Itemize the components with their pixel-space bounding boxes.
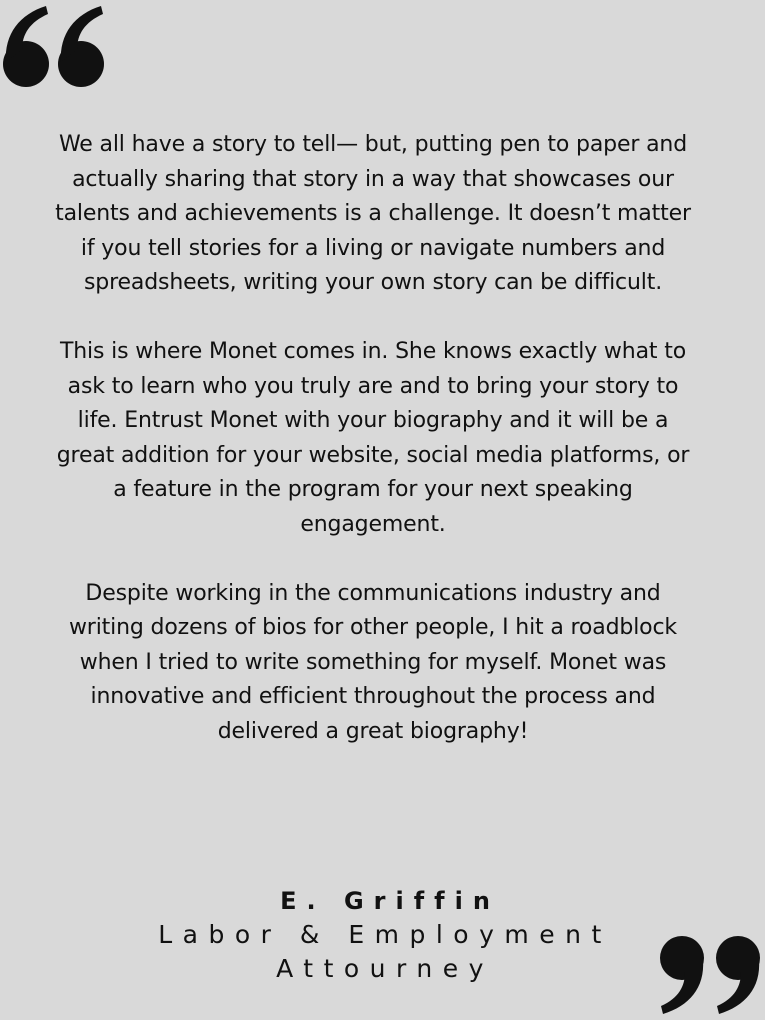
open-quote-icon [2, 4, 106, 90]
testimonial-paragraph: Despite working in the communications industry and writing dozens of bios for other people, I hit a roadblock when I tried to write something for myself. Monet was innovative and efficient throughout the process and delivered a great biography! [68, 580, 678, 744]
testimonial-paragraph: We all have a story to tell— but, putting pen to paper and actually sharing that story in a way that showcases our talents and achievements is a challenge. It doesn’t matter if you tell stories for a living or navigate numbers and spreadsheets, writing your own story can be difficult. [55, 132, 691, 296]
author-name: E. Griffin [280, 887, 500, 915]
attribution [0, 884, 765, 986]
testimonial-body [55, 128, 691, 750]
close-quote-icon [655, 936, 765, 1016]
author-title: Labor & Employment Attourney [158, 920, 612, 983]
testimonial-paragraph: This is where Monet comes in. She knows exactly what to ask to learn who you truly are and to bring your story to life. Entrust Monet with your biography and it will be a great addition for your website, social media platforms, or a feature in the program for your next speaking engagement. [56, 338, 690, 537]
